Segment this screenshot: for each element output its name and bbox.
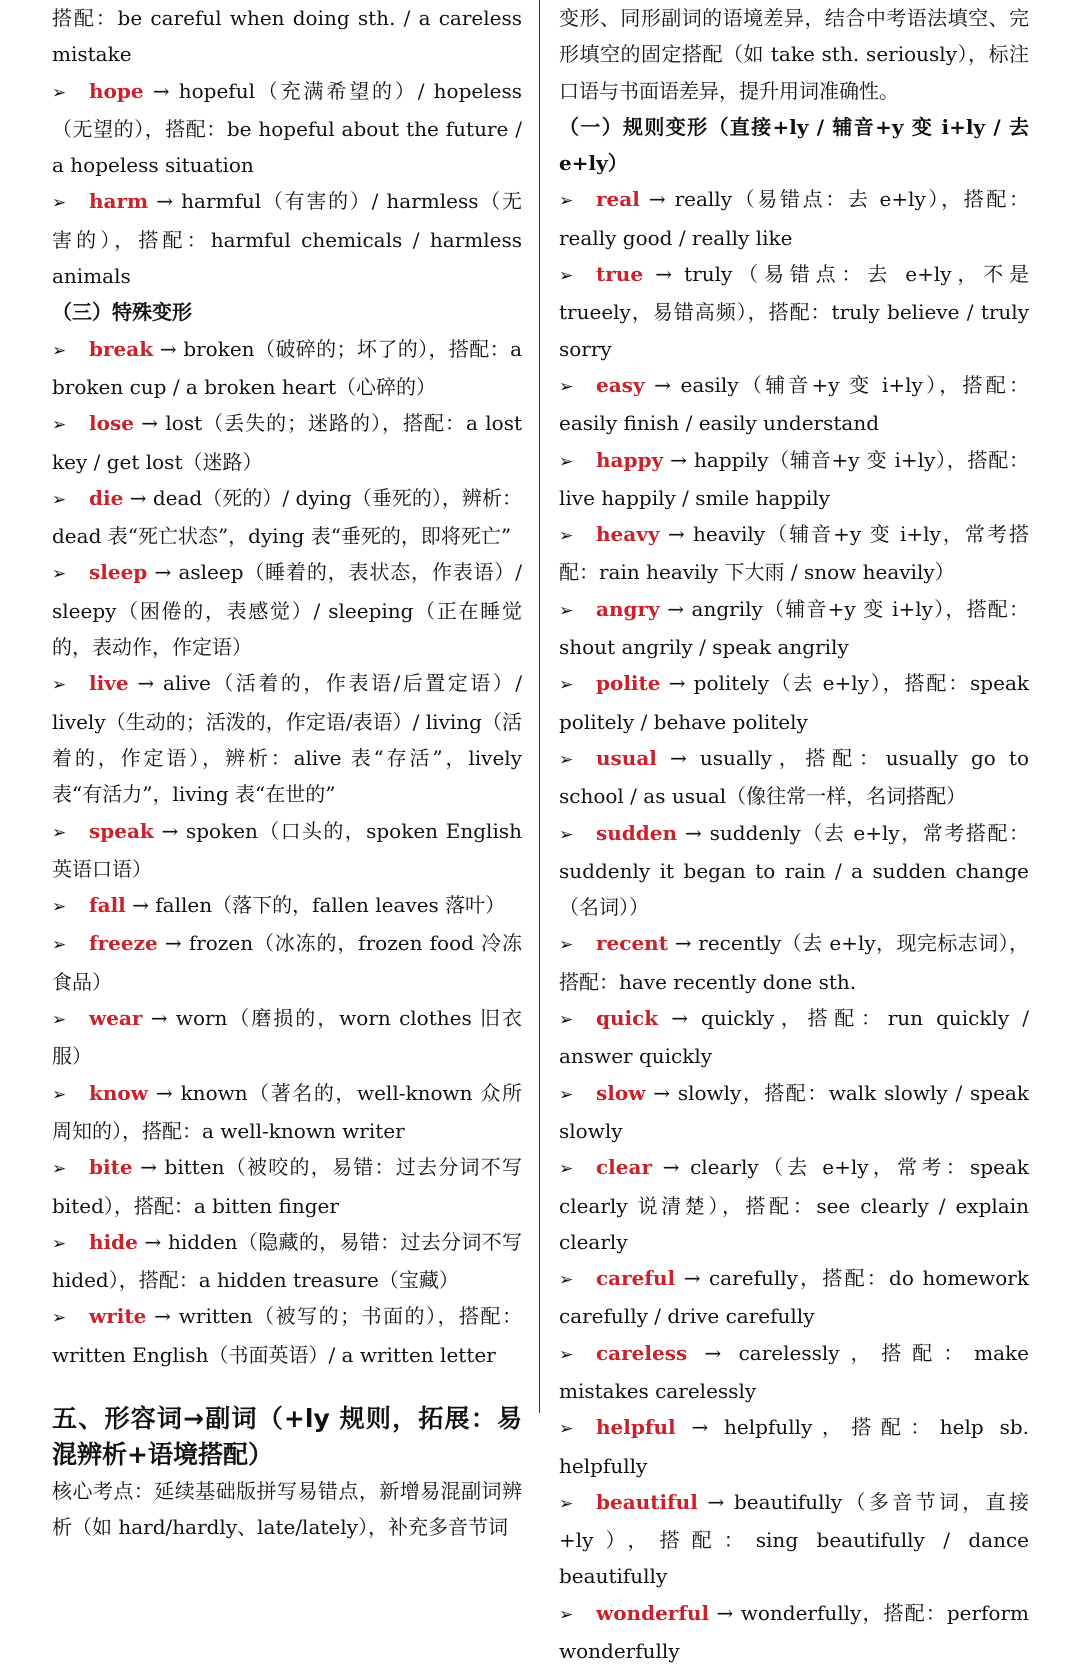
keyword: sudden [596, 820, 678, 845]
keyword: speak [89, 818, 154, 843]
list-item [559, 1484, 1029, 1595]
list-item [559, 367, 1029, 442]
arrowhead-bullet-icon: ➢ [52, 935, 67, 956]
list-item [559, 1595, 1029, 1669]
arrowhead-bullet-icon: ➢ [559, 526, 574, 547]
item-text: → clearly（去 e+ly，常考：speak clearly 说清楚），搭配：see clearly / explain clearly [559, 1155, 1029, 1254]
item-text: → asleep（睡着的，表状态，作表语）/ sleepy（困倦的，表感觉）/ sleeping（正在睡觉的，表动作，作定语） [52, 560, 522, 660]
list-item [52, 1000, 522, 1075]
subheading-regular-forms: （一）规则变形（直接+ly / 辅音+y 变 i+ly / 去 e+ly） [559, 114, 1029, 176]
item-text: → broken（破碎的；坏了的），搭配：a broken cup / a broken heart（心碎的） [52, 336, 522, 399]
item-text: → heavily（辅音+y 变 i+ly，常考搭配：rain heavily 下大雨 / snow heavily） [559, 522, 1029, 585]
arrowhead-bullet-icon: ➢ [559, 600, 574, 621]
item-text: → written（被写的；书面的），搭配：written English（书面英语）/ a written letter [52, 1304, 522, 1367]
arrowhead-bullet-icon: ➢ [559, 935, 574, 956]
arrowhead-bullet-icon: ➢ [52, 675, 67, 696]
list-item [52, 405, 522, 480]
list-item [52, 1224, 522, 1299]
left-item-list-a [52, 73, 522, 295]
column-divider [539, 0, 540, 1413]
item-text: → carelessly，搭配：make mistakes carelessly [559, 1340, 1029, 1403]
arrowhead-bullet-icon: ➢ [559, 191, 574, 212]
keyword: know [89, 1080, 148, 1105]
arrowhead-bullet-icon: ➢ [52, 82, 67, 103]
arrowhead-bullet-icon: ➢ [52, 1010, 67, 1031]
item-text: → worn（磨损的，worn clothes 旧衣服） [52, 1006, 522, 1069]
arrowhead-bullet-icon: ➢ [52, 822, 67, 843]
keyword: hope [89, 78, 144, 103]
item-text: → hidden（隐藏的，易错：过去分词不写hided），搭配：a hidden treasure（宝藏） [52, 1229, 522, 1293]
list-item [559, 1000, 1029, 1075]
item-text: → carefully，搭配：do homework carefully / drive carefully [559, 1266, 1029, 1329]
keyword: bite [89, 1155, 133, 1180]
list-item [52, 1075, 522, 1150]
list-item [559, 181, 1029, 256]
item-text: → frozen（冰冻的，frozen food 冷冻食品） [52, 931, 522, 994]
arrowhead-bullet-icon: ➢ [559, 675, 574, 696]
keyword: usual [596, 745, 657, 770]
keyword: easy [596, 372, 645, 397]
arrowhead-bullet-icon: ➢ [559, 1493, 574, 1514]
left-column [52, 0, 522, 1540]
list-item [559, 740, 1029, 815]
arrowhead-bullet-icon: ➢ [559, 1419, 574, 1440]
item-text: → suddenly（去 e+ly，常考搭配：suddenly it began to rain / a sudden change（名词）） [559, 820, 1029, 920]
arrowhead-bullet-icon: ➢ [559, 824, 574, 845]
subheading-special-forms: （三）特殊变形 [52, 300, 192, 325]
arrowhead-bullet-icon: ➢ [52, 340, 67, 361]
arrowhead-bullet-icon: ➢ [559, 1084, 574, 1105]
list-item [559, 1335, 1029, 1410]
keyword: wear [89, 1006, 143, 1031]
list-item [559, 925, 1029, 1000]
item-text: → angrily（辅音+y 变 i+ly），搭配：shout angrily / speak angrily [559, 596, 1029, 660]
arrowhead-bullet-icon: ➢ [52, 897, 67, 918]
keyword: true [596, 262, 644, 287]
left-item-list-b [52, 331, 522, 1373]
keyword: heavy [596, 522, 660, 547]
list-item [52, 1298, 522, 1373]
arrowhead-bullet-icon: ➢ [559, 451, 574, 472]
item-text: → known（著名的，well-known 众所周知的），搭配：a well-known writer [52, 1080, 522, 1143]
keyword: polite [596, 671, 661, 696]
right-item-list [559, 181, 1029, 1669]
item-text: → easily（辅音+y 变 i+ly），搭配：easily finish / easily understand [559, 372, 1029, 436]
keyword: clear [596, 1155, 652, 1180]
item-text: → beautifully（多音节词，直接+ly），搭配：sing beautifully / dance beautifully [559, 1489, 1029, 1589]
list-item [559, 665, 1029, 740]
list-item [52, 331, 522, 406]
item-text: → politely（去 e+ly），搭配：speak politely / behave politely [559, 671, 1029, 734]
item-text: → usually，搭配：usually go to school / as usual（像往常一样，名词搭配） [559, 745, 1029, 809]
keyword: careful [596, 1266, 676, 1291]
keyword: live [89, 671, 129, 696]
arrowhead-bullet-icon: ➢ [52, 1308, 67, 1329]
item-text: → fallen（落下的，fallen leaves 落叶） [125, 893, 506, 918]
keyword: break [89, 336, 154, 361]
arrowhead-bullet-icon: ➢ [559, 266, 574, 287]
arrowhead-bullet-icon: ➢ [52, 564, 67, 585]
item-text: → wonderfully，搭配：perform wonderfully [559, 1600, 1029, 1664]
list-item [559, 516, 1029, 591]
keyword: fall [89, 893, 126, 918]
list-item [52, 73, 522, 184]
arrowhead-bullet-icon: ➢ [559, 1344, 574, 1365]
item-text: → truly（易错点：去 e+ly，不是 trueely，易错高频），搭配：truly believe / truly sorry [559, 262, 1029, 361]
item-text: → slowly，搭配：walk slowly / speak slowly [559, 1080, 1029, 1143]
list-item [52, 887, 522, 925]
keyword: real [596, 187, 640, 212]
list-item [559, 1075, 1029, 1150]
item-text: → really（易错点：去 e+ly），搭配：really good / really like [559, 187, 1029, 250]
list-item [559, 591, 1029, 666]
item-text: → harmful（有害的）/ harmless（无害的），搭配：harmful chemicals / harmless animals [52, 189, 522, 289]
list-item [52, 480, 522, 555]
list-item [52, 1149, 522, 1224]
item-text: → hopeful（充满希望的）/ hopeless（无望的），搭配：be hopeful about the future / a hopeless situation [52, 78, 522, 178]
list-item [559, 442, 1029, 517]
arrowhead-bullet-icon: ➢ [52, 489, 67, 510]
keyword: happy [596, 447, 664, 472]
arrowhead-bullet-icon: ➢ [52, 1233, 67, 1254]
list-item [559, 1260, 1029, 1335]
list-item [52, 183, 522, 294]
keyword: recent [596, 931, 668, 956]
list-item [52, 813, 522, 888]
arrowhead-bullet-icon: ➢ [52, 1159, 67, 1180]
keyword: die [89, 485, 124, 510]
arrowhead-bullet-icon: ➢ [559, 1010, 574, 1031]
right-column [559, 0, 1029, 1664]
item-text: → dead（死的）/ dying（垂死的），辨析：dead 表“死亡状态”，dying 表“垂死的，即将死亡” [52, 485, 522, 549]
section-heading-adj-to-adv: 五、形容词→副词（+ly 规则，拓展：易混辨析+语境搭配） [52, 1403, 522, 1469]
keyword: write [89, 1304, 147, 1329]
arrowhead-bullet-icon: ➢ [559, 376, 574, 397]
arrowhead-bullet-icon: ➢ [559, 1270, 574, 1291]
item-text: → bitten（被咬的，易错：过去分词不写bited），搭配：a bitten finger [52, 1155, 522, 1218]
keyword: angry [596, 596, 660, 621]
arrowhead-bullet-icon: ➢ [559, 749, 574, 770]
arrowhead-bullet-icon: ➢ [52, 1084, 67, 1105]
arrowhead-bullet-icon: ➢ [52, 193, 67, 214]
keyword: slow [596, 1080, 646, 1105]
list-item [52, 665, 522, 812]
keyword: harm [89, 189, 149, 214]
section-intro: 核心考点：延续基础版拼写易错点，新增易混副词辨析（如 hard/hardly、late/lately），补充多音节词 [52, 1478, 522, 1540]
keyword: beautiful [596, 1489, 698, 1514]
keyword: sleep [89, 560, 148, 585]
arrowhead-bullet-icon: ➢ [559, 1159, 574, 1180]
item-text: → quickly，搭配：run quickly / answer quickly [559, 1006, 1029, 1069]
keyword: helpful [596, 1415, 676, 1440]
list-item [559, 1409, 1029, 1484]
item-text: → helpfully，搭配：help sb. helpfully [559, 1415, 1029, 1478]
item-text: → lost（丢失的；迷路的），搭配：a lost key / get lost（迷路） [52, 411, 522, 474]
keyword: wonderful [596, 1600, 710, 1625]
keyword: freeze [89, 931, 158, 956]
arrowhead-bullet-icon: ➢ [52, 415, 67, 436]
list-item [52, 554, 522, 665]
list-item [559, 1149, 1029, 1260]
right-top-fragment: 变形、同形副词的语境差异，结合中考语法填空、完形填空的固定搭配（如 take sth. seriously），标注口语与书面语差异，提升用词准确性。 [559, 6, 1029, 103]
item-text: → happily（辅音+y 变 i+ly），搭配：live happily / smile happily [559, 447, 1029, 510]
item-text: → spoken（口头的，spoken English 英语口语） [52, 818, 522, 881]
list-item [52, 925, 522, 1000]
arrowhead-bullet-icon: ➢ [559, 1604, 574, 1625]
keyword: hide [89, 1229, 138, 1254]
keyword: careless [596, 1340, 688, 1365]
item-text: → alive（活着的，作表语/后置定语）/ lively（生动的；活泼的，作定语/表语）/ living（活着的，作定语），辨析：alive 表“存活”，lively 表“有活力”，living 表“在世的” [52, 671, 522, 807]
list-item [559, 256, 1029, 367]
item-text: → recently（去 e+ly，现完标志词），搭配：have recently done sth. [559, 931, 1029, 994]
list-item [559, 815, 1029, 926]
keyword: lose [89, 411, 134, 436]
left-top-fragment: 搭配：be careful when doing sth. / a careless mistake [52, 6, 522, 67]
keyword: quick [596, 1006, 659, 1031]
